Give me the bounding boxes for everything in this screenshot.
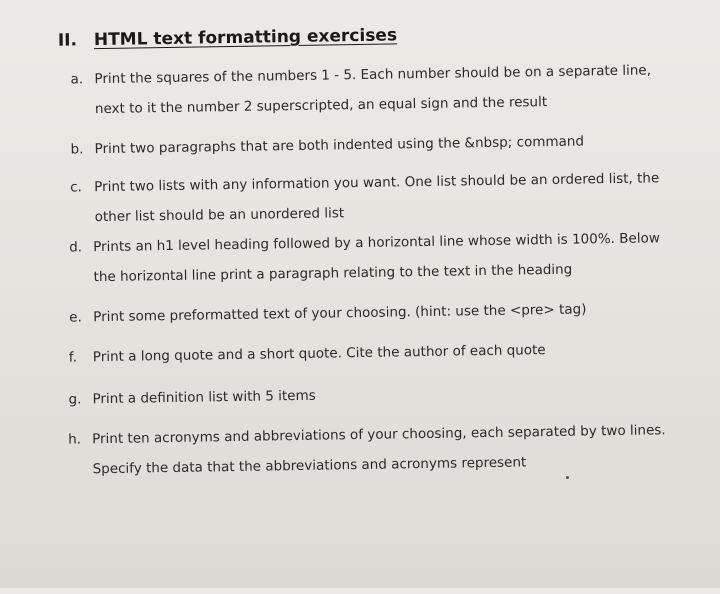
exercise-label: e. xyxy=(69,309,82,326)
section-numeral: II. xyxy=(57,30,78,51)
exercise-label: d. xyxy=(69,239,83,256)
stray-ink-dot xyxy=(566,476,569,479)
section-title: HTML text formatting exercises xyxy=(93,25,398,51)
exercise-text-line: Print the squares of the numbers 1 - 5. Each number should be on a separate line, xyxy=(94,62,652,88)
exercise-text-line: other list should be an unordered list xyxy=(94,205,345,226)
exercise-text-line: next to it the number 2 superscripted, an equal sign and the result xyxy=(94,94,548,118)
exercise-text-line: Print ten acronyms and abbreviations of your choosing, each separated by two lines. xyxy=(92,422,666,448)
exercise-label: b. xyxy=(70,141,84,158)
exercise-text-line: Print two paragraphs that are both indented using the &nbsp; command xyxy=(94,133,585,158)
exercise-text-line: Print a definition list with 5 items xyxy=(92,387,316,408)
exercise-label: h. xyxy=(68,431,82,448)
exercise-text-line: Prints an h1 level heading followed by a horizontal line whose width is 100%. Below xyxy=(93,230,660,256)
exercise-text-line: Print a long quote and a short quote. Cite the author of each quote xyxy=(92,342,546,366)
exercise-text-line: the horizontal line print a paragraph relating to the text in the heading xyxy=(93,261,573,286)
exercise-label: g. xyxy=(68,391,82,408)
section-heading xyxy=(58,25,397,50)
exercise-label: c. xyxy=(70,179,83,196)
exercise-text-line: Print two lists with any information you want. One list should be an ordered list, the xyxy=(94,170,660,196)
exercise-label: a. xyxy=(70,71,84,88)
exercise-text-line: Specify the data that the abbreviations and acronyms represent xyxy=(92,454,527,478)
exercise-label: f. xyxy=(68,349,78,366)
exercise-text-line: Print some preformatted text of your choosing. (hint: use the <pre> tag) xyxy=(93,301,587,326)
